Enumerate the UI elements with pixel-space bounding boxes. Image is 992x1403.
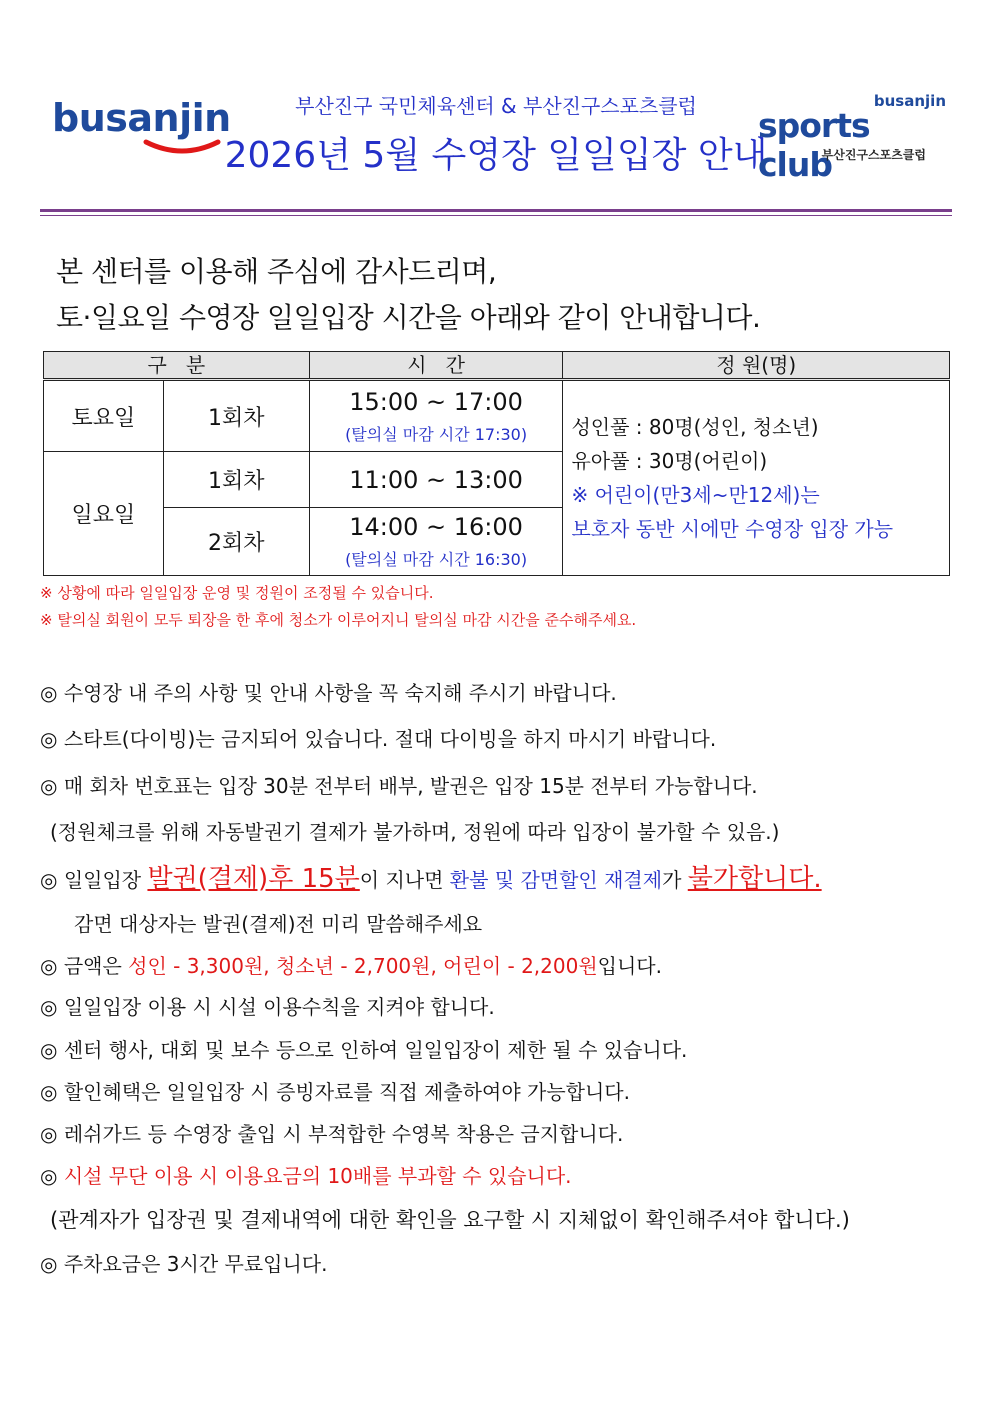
bullet-mark: ◎ <box>40 1038 58 1062</box>
table-row <box>44 380 950 452</box>
sports-club-logo-kr: 부산진구스포츠클럽 <box>821 148 926 162</box>
saturday-label: 토요일 <box>44 380 164 452</box>
sunday-label: 일요일 <box>44 452 164 576</box>
note-1: ※ 상황에 따라 일일입장 운영 및 정원이 조정될 수 있습니다. <box>40 584 434 602</box>
sunday-time-2-cell <box>309 508 563 576</box>
schedule-table <box>43 351 950 576</box>
bullet-text: 센터 행사, 대회 및 보수 등으로 인하여 일일입장이 제한 될 수 있습니다. <box>63 1038 688 1062</box>
header-divider <box>40 209 952 212</box>
bullet-mark: ◎ <box>40 995 58 1019</box>
bullet-mark: ◎ <box>40 868 58 892</box>
saturday-time-cell <box>309 380 563 452</box>
bullet-highlight-impossible: 불가합니다. <box>687 864 822 894</box>
bullet-text: 일일입장 이용 시 시설 이용수칙을 지켜야 합니다. <box>63 995 495 1019</box>
bullet-text-warning: 시설 무단 이용 시 이용요금의 10배를 부과할 수 있습니다. <box>63 1164 572 1188</box>
bullet-text: 레쉬가드 등 수영장 출입 시 부적합한 수영복 착용은 금지합니다. <box>63 1122 624 1146</box>
bullet-item <box>40 770 758 799</box>
bullet-mark: ◎ <box>40 681 58 705</box>
bullet-item <box>40 1034 687 1063</box>
capacity-cell <box>563 380 950 576</box>
capacity-adult: 성인풀 : 80명(성인, 청소년) <box>571 415 819 439</box>
bullet-text: 매 회차 번호표는 입장 30분 전부터 배부, 발권은 입장 15분 전부터 가능합니다. <box>63 774 758 798</box>
bullet-sub-text: 감면 대상자는 발권(결제)전 미리 말씀해주세요 <box>74 912 483 936</box>
saturday-time: 15:00 ~ 17:00 <box>349 387 523 416</box>
bullet-sub-text: (정원체크를 위해 자동발권기 결제가 불가하며, 정원에 따라 입장이 불가할 수 있음.) <box>50 820 780 844</box>
intro-line-2: 토·일요일 수영장 일일입장 시간을 아래와 같이 안내합니다. <box>56 301 761 334</box>
page-subtitle: 부산진구 국민체육센터 & 부산진구스포츠클럽 <box>295 94 697 118</box>
bullet-item <box>40 723 716 752</box>
bullet-item <box>40 1160 572 1189</box>
bullet-text-c: 이 지나면 <box>359 868 450 892</box>
bullet-item <box>40 858 822 895</box>
sunday-time-1: 11:00 ~ 13:00 <box>309 452 563 508</box>
bullet-mark: ◎ <box>40 954 58 978</box>
bullet-mark: ◎ <box>40 1122 58 1146</box>
bullet-sub-text: (관계자가 입장권 및 결제내역에 대한 확인을 요구할 시 지체없이 확인해주셔야 합니다.) <box>50 1208 850 1232</box>
saturday-session: 1회차 <box>163 380 309 452</box>
capacity-note-1: ※ 어린이(만3세~만12세)는 <box>571 483 820 507</box>
sports-club-logo-small: busanjin <box>873 92 946 110</box>
bullet-mark: ◎ <box>40 1164 58 1188</box>
bullet-mark: ◎ <box>40 727 58 751</box>
bullet-item <box>40 677 617 706</box>
bullet-text: 수영장 내 주의 사항 및 안내 사항을 꼭 숙지해 주시기 바랍니다. <box>63 681 617 705</box>
capacity-note-2: 보호자 동반 시에만 수영장 입장 가능 <box>571 517 894 541</box>
bullet-item <box>40 1248 327 1277</box>
bullet-mark: ◎ <box>40 1080 58 1104</box>
bullet-text-e: 가 <box>662 868 688 892</box>
bullet-mark: ◎ <box>40 1252 58 1276</box>
bullet-item <box>40 1118 623 1147</box>
busanjin-logo-text: busanjin <box>52 96 231 140</box>
bullet-text-a: 금액은 <box>63 954 129 978</box>
capacity-child: 유아풀 : 30명(어린이) <box>571 449 768 473</box>
sports-club-logo <box>758 92 948 184</box>
sunday-time-2: 14:00 ~ 16:00 <box>349 513 523 541</box>
saturday-locker-note: (탈의실 마감 시간 17:30) <box>345 424 528 444</box>
bullet-text-a: 일일입장 <box>63 868 148 892</box>
sunday-session-2: 2회차 <box>163 508 309 576</box>
bullet-highlight-refund: 환불 및 감면할인 재결제 <box>449 868 663 892</box>
page-title: 2026년 5월 수영장 일일입장 안내 <box>224 135 768 176</box>
intro-line-1: 본 센터를 이용해 주심에 감사드리며, <box>56 255 497 288</box>
bullet-text: 스타트(다이빙)는 금지되어 있습니다. 절대 다이빙을 하지 마시기 바랍니다. <box>63 727 717 751</box>
bullet-item <box>40 991 495 1020</box>
sunday-locker-note: (탈의실 마감 시간 16:30) <box>345 550 528 569</box>
bullet-item <box>40 1076 630 1105</box>
bullet-text-c: 입니다. <box>597 954 662 978</box>
note-2: ※ 탈의실 회원이 모두 퇴장을 한 후에 청소가 이루어지니 탈의실 마감 시간을 준수해주세요. <box>40 611 637 629</box>
sunday-session-1: 1회차 <box>163 452 309 508</box>
header-capacity: 정 원(명) <box>563 352 950 380</box>
bullet-item <box>40 950 662 979</box>
bullet-text: 할인혜택은 일일입장 시 증빙자료를 직접 제출하여야 가능합니다. <box>63 1080 630 1104</box>
sports-club-logo-big: sports club <box>758 106 870 184</box>
bullet-mark: ◎ <box>40 774 58 798</box>
header-time: 시 간 <box>309 352 563 380</box>
bullet-highlight-prices: 성인 - 3,300원, 청소년 - 2,700원, 어린이 - 2,200원 <box>128 954 598 978</box>
bullet-highlight-time: 발권(결제)후 15분 <box>147 864 360 894</box>
table-header-row <box>44 352 950 380</box>
header-divider-thin <box>40 215 952 216</box>
bullet-text: 주차요금은 3시간 무료입니다. <box>63 1252 328 1276</box>
header-category: 구 분 <box>44 352 310 380</box>
